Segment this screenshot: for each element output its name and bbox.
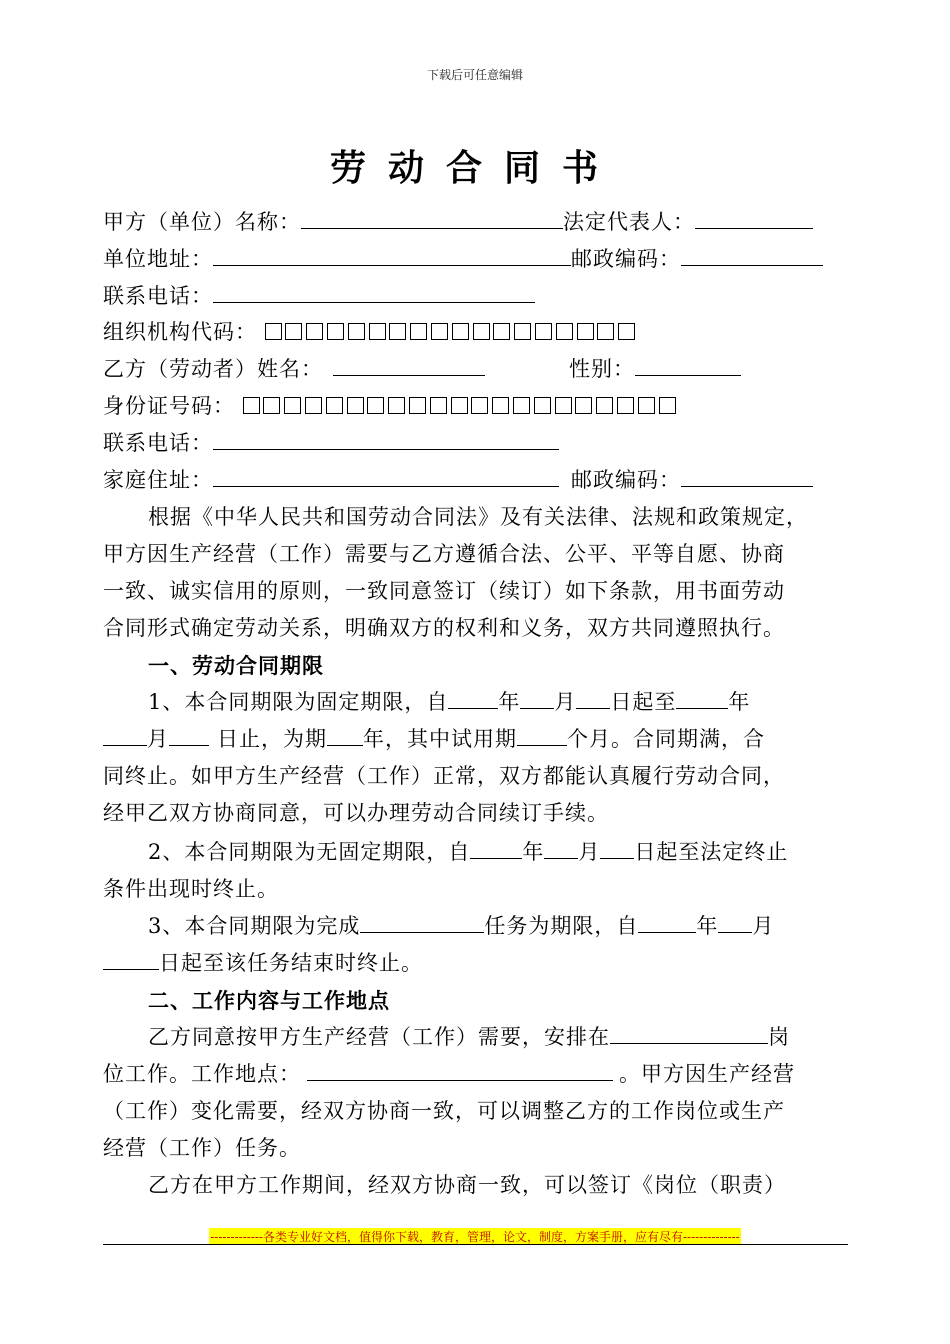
- party-a-phone-line: [103, 282, 535, 310]
- month-label: 月: [578, 840, 601, 864]
- clause-1-line-1: [148, 688, 750, 716]
- party-a-phone-blank[interactable]: [213, 282, 535, 303]
- org-code-label: 组织机构代码：: [103, 320, 257, 344]
- party-a-name-blank[interactable]: [301, 208, 563, 229]
- party-b-phone-line: [103, 429, 559, 457]
- preamble-line-1: 根据《中华人民共和国劳动合同法》及有关法律、法规和政策规定，: [148, 505, 808, 529]
- clause-3-line-2: [103, 949, 423, 977]
- party-b-name-blank[interactable]: [333, 355, 485, 376]
- c3-year-blank[interactable]: [638, 912, 696, 933]
- end-year-blank[interactable]: [676, 688, 728, 709]
- party-a-postcode-label: 邮政编码：: [571, 247, 681, 271]
- month-label: 月: [554, 690, 577, 714]
- party-a-name-line: [103, 208, 813, 236]
- gender-blank[interactable]: [635, 355, 741, 376]
- preamble-line-3: 一致、诚实信用的原则，一致同意签订（续订）如下条款，用书面劳动: [103, 579, 785, 603]
- month-label: 月: [147, 727, 169, 751]
- year-label: 年: [728, 690, 751, 714]
- clause-3-text-end: 日起至该任务结束时终止。: [159, 951, 423, 975]
- document-title: 劳动合同书: [329, 148, 620, 189]
- task-blank[interactable]: [360, 912, 484, 933]
- year-label: 年: [696, 914, 719, 938]
- section-2-line-3: （工作）变化需要，经双方协商一致，可以调整乙方的工作岗位或生产: [103, 1099, 785, 1123]
- day-to-label: 日起至: [610, 690, 677, 714]
- end-month-blank[interactable]: [103, 725, 147, 746]
- section-2-line-5: 乙方在甲方工作期间，经双方协商一致，可以签订《岗位（职责）: [148, 1173, 786, 1197]
- id-number-line: [103, 392, 679, 420]
- day-end-label: 日止，为期: [217, 727, 327, 751]
- party-a-address-label: 单位地址：: [103, 247, 213, 271]
- section-2-line-1: [148, 1023, 790, 1051]
- c3-day-blank[interactable]: [103, 949, 159, 970]
- preamble-line-2: 甲方因生产经营（工作）需要与乙方遵循合法、公平、平等自愿、协商: [103, 542, 785, 566]
- work-location-label: 位工作。工作地点：: [103, 1062, 301, 1086]
- c2-day-blank[interactable]: [600, 838, 634, 859]
- clause-1-line-3: 同终止。如甲方生产经营（工作）正常，双方都能认真履行劳动合同，: [103, 764, 785, 788]
- org-code-boxes[interactable]: [265, 320, 639, 344]
- party-b-phone-blank[interactable]: [213, 429, 559, 450]
- section-2-line-2: [103, 1060, 795, 1088]
- legal-rep-label: 法定代表人：: [563, 210, 695, 234]
- footer: [0, 1226, 950, 1245]
- clause-3-text: 3、本合同期限为完成: [148, 914, 361, 938]
- probation-months-blank[interactable]: [517, 725, 567, 746]
- end-day-blank[interactable]: [169, 725, 209, 746]
- party-b-postcode-blank[interactable]: [681, 466, 813, 487]
- clause-3-text-mid: 任务为期限，自: [484, 914, 639, 938]
- header-note: 下载后可任意编辑: [426, 68, 523, 82]
- clause-2-text: 2、本合同期限为无固定期限，自: [148, 840, 471, 864]
- section-2-text-end: 岗: [768, 1025, 790, 1049]
- footer-rule: [103, 1244, 848, 1245]
- start-month-blank[interactable]: [520, 688, 554, 709]
- clause-3-line-1: [148, 912, 774, 940]
- party-b-name-label: 乙方（劳动者）姓名：: [103, 357, 323, 381]
- c3-month-blank[interactable]: [718, 912, 752, 933]
- home-address-line: [103, 466, 813, 494]
- start-year-blank[interactable]: [448, 688, 498, 709]
- party-a-postcode-blank[interactable]: [681, 245, 823, 266]
- work-location-blank[interactable]: [307, 1060, 613, 1081]
- clause-2-line-1: [148, 838, 788, 866]
- home-address-blank[interactable]: [213, 466, 559, 487]
- party-a-phone-label: 联系电话：: [103, 284, 213, 308]
- party-b-name-line: [103, 355, 741, 383]
- section-1-heading: 一、劳动合同期限: [148, 654, 324, 678]
- home-address-label: 家庭住址：: [103, 468, 213, 492]
- section-2-line-4: 经营（工作）任务。: [103, 1136, 301, 1160]
- org-code-line: [103, 318, 639, 346]
- position-blank[interactable]: [610, 1023, 768, 1044]
- c2-month-blank[interactable]: [544, 838, 578, 859]
- id-number-boxes[interactable]: [243, 394, 680, 418]
- section-2-heading: 二、工作内容与工作地点: [148, 989, 390, 1013]
- term-years-blank[interactable]: [327, 725, 363, 746]
- party-a-name-label: 甲方（单位）名称：: [103, 210, 301, 234]
- c2-year-blank[interactable]: [470, 838, 522, 859]
- legal-rep-blank[interactable]: [695, 208, 813, 229]
- clause-1-line-4: 经甲乙双方协商同意，可以办理劳动合同续订手续。: [103, 801, 609, 825]
- party-b-phone-label: 联系电话：: [103, 431, 213, 455]
- probation-label: 年，其中试用期: [363, 727, 517, 751]
- year-label: 年: [498, 690, 521, 714]
- clause-2-line-2: 条件出现时终止。: [103, 877, 279, 901]
- party-a-address-line: [103, 245, 823, 273]
- month-label: 月: [752, 914, 775, 938]
- footer-banner: -------------各类专业好文档，值得你下载，教育，管理，论文，制度，方案手册，应有尽有--------------: [210, 1230, 740, 1244]
- start-day-blank[interactable]: [576, 688, 610, 709]
- id-number-label: 身份证号码：: [103, 394, 235, 418]
- clause-1-text: 1、本合同期限为固定期限，自: [148, 690, 449, 714]
- clause-2-text-end: 日起至法定终止: [634, 840, 789, 864]
- clause-1-text-end: 个月。合同期满，合: [567, 727, 765, 751]
- gender-label: 性别：: [569, 357, 635, 381]
- party-a-address-blank[interactable]: [213, 245, 571, 266]
- section-2-text-cont: 。甲方因生产经营: [619, 1062, 795, 1086]
- clause-1-line-2: [103, 725, 765, 753]
- preamble-line-4: 合同形式确定劳动关系，明确双方的权利和义务，双方共同遵照执行。: [103, 616, 785, 640]
- year-label: 年: [522, 840, 545, 864]
- section-2-text: 乙方同意按甲方生产经营（工作）需要，安排在: [148, 1025, 610, 1049]
- party-b-postcode-label: 邮政编码：: [571, 468, 681, 492]
